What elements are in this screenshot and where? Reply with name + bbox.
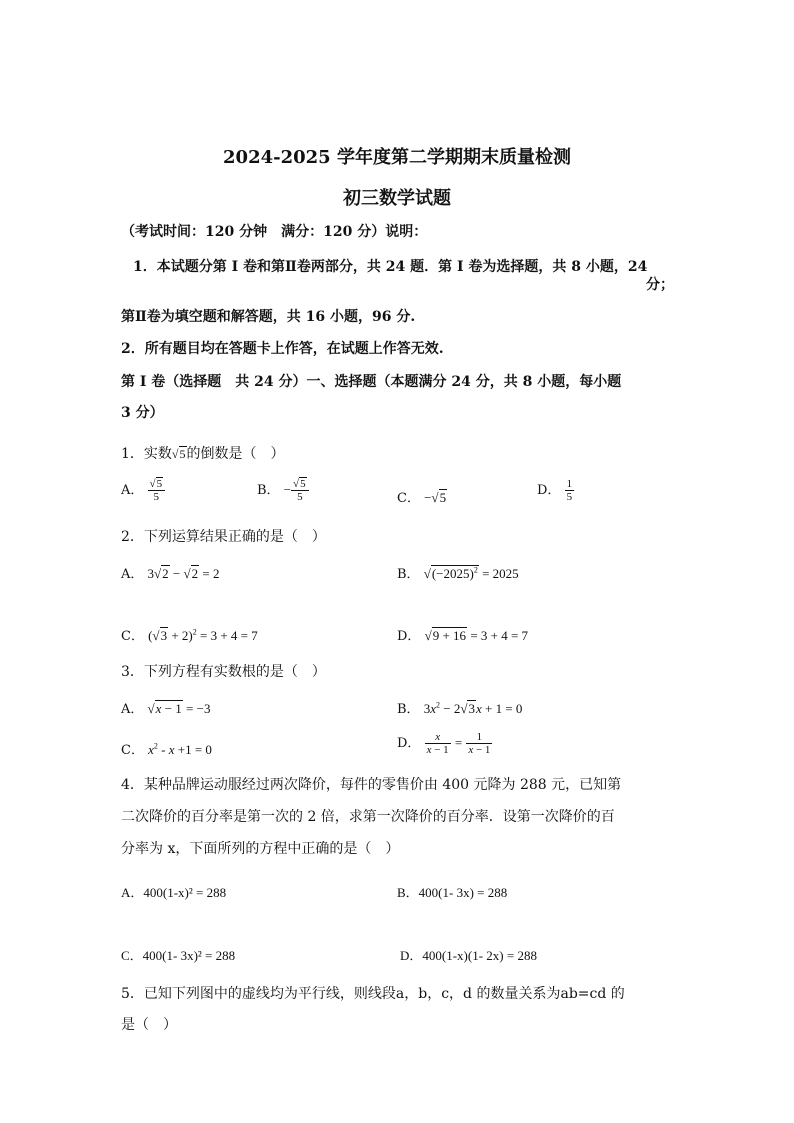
question-4-option-b[interactable]: B．400(1- 3x) = 288 <box>397 885 508 900</box>
note-1-line-2: 分； <box>646 277 674 293</box>
exam-title: 2024-2025 学年度第二学期期末质量检测 <box>223 147 571 168</box>
option-b-math: $\frac{√5}{5}$ <box>291 478 309 503</box>
question-5-line-2: 是（ ） <box>121 1017 177 1033</box>
question-2-option-a[interactable]: A． 3√2 − √2 = 2 <box>121 566 220 582</box>
question-4-line-1: 4．某种品牌运动服经过两次降价，每件的零售价由 400 元降为 288 元，已知第 <box>121 777 622 793</box>
question-1-option-d[interactable]: D． $\frac{1}{5}$ <box>537 478 573 503</box>
question-2-option-b[interactable]: B． $√(-2025)^2 = 2025$ <box>397 565 519 582</box>
question-4-option-d[interactable]: D．400(1-x)(1- 2x) = 288 <box>400 948 537 963</box>
option-d-math: $\frac{1}{5}$ <box>566 478 573 503</box>
question-2-option-c[interactable]: C． $(√3 + 2)^2 = 3 + 4 = 7$ <box>121 627 258 644</box>
sqrt5-expr: √5 <box>171 447 186 461</box>
note-1-line-1: 1．本试题分第 I 卷和第Ⅱ卷两部分，共 24 题．第 I 卷为选择题，共 8 小题，24 <box>133 259 648 275</box>
question-1-stem: 1．实数√5的倒数是（ ） <box>121 446 285 462</box>
question-1-option-c[interactable]: C． −√5 <box>397 490 447 506</box>
exam-subtitle: 初三数学试题 <box>343 188 451 209</box>
question-5-line-1: 5．已知下列图中的虚线均为平行线，则线段a，b，c，d 的数量关系为ab=cd 的 <box>121 986 625 1002</box>
question-4-line-2: 二次降价的百分率是第一次的 2 倍，求第一次降价的百分率．设第一次降价的百 <box>121 809 615 825</box>
exam-info: （考试时间：120 分钟 满分：120 分）说明： <box>121 224 428 240</box>
question-2-option-d[interactable]: D． √9 + 16 = 3 + 4 = 7 <box>397 628 529 644</box>
question-4-line-3: 分率为 x，下面所列的方程中正确的是（ ） <box>121 841 400 857</box>
option-c-math: −√5 <box>424 490 447 505</box>
question-1-option-b[interactable]: B． − $\frac{√5}{5}$ <box>257 478 309 503</box>
question-3-option-b[interactable]: B． $3x^2 - 2√3x + 1 = 0$ <box>397 700 523 717</box>
question-4-option-c[interactable]: C．400(1- 3x)² = 288 <box>121 948 236 963</box>
question-2-stem: 2．下列运算结果正确的是（ ） <box>121 529 326 545</box>
question-3-stem: 3．下列方程有实数根的是（ ） <box>121 664 326 680</box>
question-1-option-a[interactable]: A． $\frac{√5}{5}$ <box>121 478 165 503</box>
section-heading-line-2: 3 分） <box>121 405 164 421</box>
question-4-option-a[interactable]: A．400(1-x)² = 288 <box>121 885 227 900</box>
option-a-math: $\frac{√5}{5}$ <box>148 478 166 503</box>
section-heading-line-1: 第 I 卷（选择题 共 24 分）一、选择题（本题满分 24 分，共 8 小题，每小题 <box>121 374 622 390</box>
note-2: 2．所有题目均在答题卡上作答，在试题上作答无效. <box>121 341 444 357</box>
question-3-option-c[interactable]: C． $x^2 - x +1 = 0$ <box>121 741 212 758</box>
question-3-option-a[interactable]: A． √x − 1 = −3 <box>121 701 211 717</box>
note-1-line-3: 第Ⅱ卷为填空题和解答题，共 16 小题，96 分. <box>121 309 416 325</box>
question-3-option-d[interactable]: D． $\frac{x}{x - 1}$ = $\frac{1}{x - 1}$ <box>397 731 491 756</box>
